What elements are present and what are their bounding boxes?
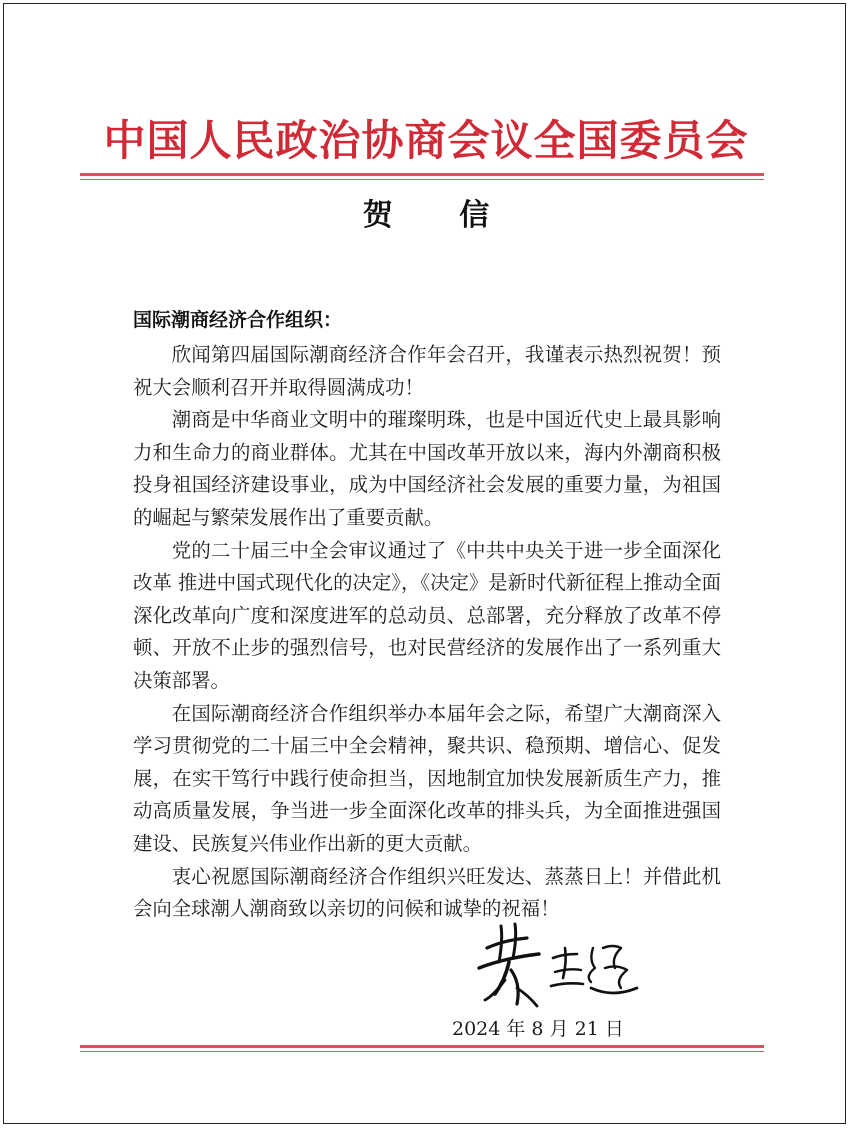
letter-date: 2024 年 8 月 21 日 bbox=[452, 1018, 624, 1040]
letter-body bbox=[133, 339, 721, 926]
footer-rule-thick bbox=[80, 1045, 764, 1048]
letter-paragraph-1: 欣闻第四届国际潮商经济合作年会召开，我谨表示热烈祝贺！预祝大会顺利召开并取得圆满成功！ bbox=[133, 343, 721, 399]
letterhead-organization: 中国人民政治协商会议全国委员会 bbox=[103, 116, 749, 165]
letter-title: 贺 信 bbox=[362, 198, 518, 233]
letter-paragraph-4: 在国际潮商经济合作组织举办本届年会之际，希望广大潮商深入学习贯彻党的二十届三中全会精神，聚共识、稳预期、增信心、促发展，在实干笃行中践行使命担当，因地制宜加快发展新质生产力，推动高质量发展，争当进一步全面深化改革的排头兵，为全面推进强国建设、民族复兴伟业作出新的更大贡献。 bbox=[133, 701, 721, 855]
letter-paragraph-5: 衷心祝愿国际潮商经济合作组织兴旺发达、蒸蒸日上！并借此机会向全球潮人潮商致以亲切的问候和诚挚的祝福！ bbox=[133, 864, 721, 921]
letterhead-rule-thin bbox=[80, 179, 764, 180]
letter-salutation: 国际潮商经济合作组织： bbox=[133, 309, 343, 331]
footer-rule-thin bbox=[80, 1051, 764, 1052]
handwritten-signature bbox=[465, 918, 645, 1018]
letter-paragraph-2: 潮商是中华商业文明中的璀璨明珠，也是中国近代史上最具影响力和生命力的商业群体。尤其在中国改革开放以来，海内外潮商积极投身祖国经济建设事业，成为中国经济社会发展的重要力量，为祖国的崛起与繁荣发展作出了重要贡献。 bbox=[133, 408, 721, 529]
letter-paragraph-3: 党的二十届三中全会审议通过了《中共中央关于进一步全面深化改革 推进中国式现代化的决定》，《决定》是新时代新征程上推动全面深化改革向广度和深度进军的总动员、总部署，充分释放了改革不停顿、开放不止步的强烈信号，也对民营经济的发展作出了一系列重大决策部署。 bbox=[133, 538, 721, 692]
letterhead-rule-thick bbox=[80, 173, 764, 176]
